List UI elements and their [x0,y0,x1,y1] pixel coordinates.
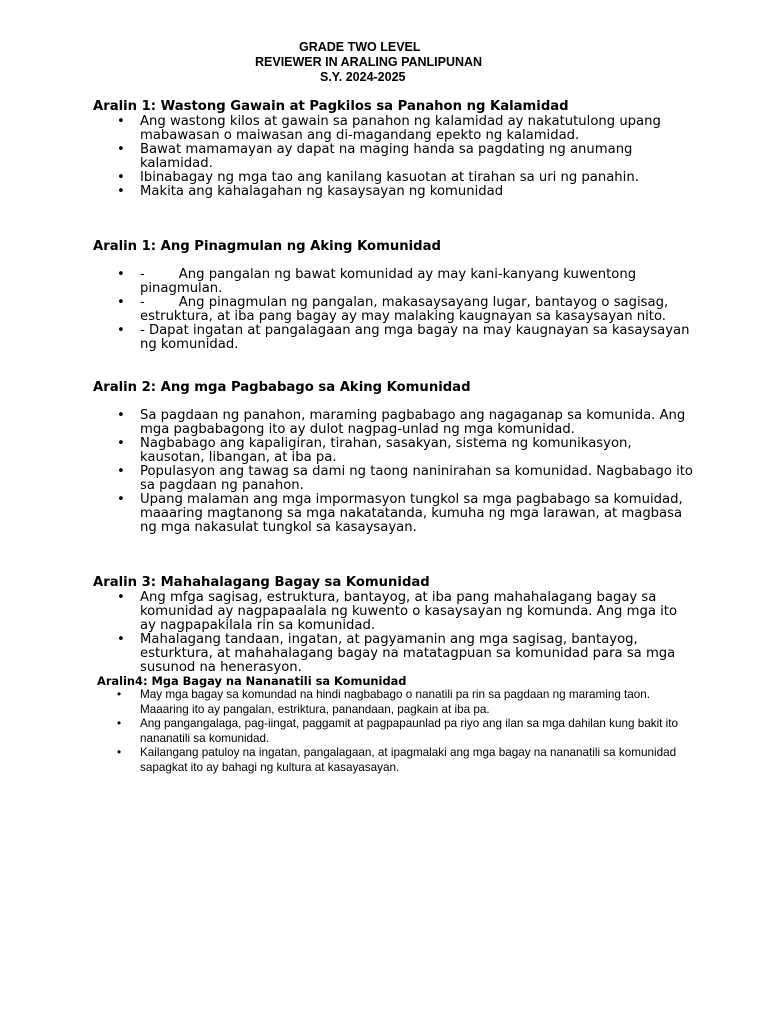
section-aralin-1-kalamidad [93,99,693,199]
bullet-icon: • [117,436,125,451]
section-title: Aralin 2: Ang mga Pagbabago sa Aking Komunidad [93,380,471,395]
bullet-list [93,409,693,535]
bullet-icon: • [117,408,125,423]
section-aralin-3-mahalagang-bagay [93,575,693,675]
bullet-icon: • [117,267,125,282]
bullet-list [93,115,693,199]
list-item: • - Dapat ingatan at pangalagaan ang mga bagay na may kaugnayan sa kasaysayan ng komunidad. [117,323,690,352]
bullet-icon: • [117,688,122,701]
list-item: • Ibinabagay ng mga tao ang kanilang kasuotan at tirahan sa uri ng panahin. [117,170,639,185]
dash-marker: - [140,267,145,282]
list-item: • Mahalagang tandaan, ingatan, at pagyamanin ang mga sagisag, bantayog, esturktura, at mahahalagang bagay na matatagpuan sa komunidad para sa mga susunod na henerasyon. [117,632,676,675]
bullet-icon: • [117,464,125,479]
section-title: Aralin 1: Wastong Gawain at Pagkilos sa Panahon ng Kalamidad [93,99,569,114]
dash-marker: - [140,295,145,310]
list-item: • May mga bagay sa komundad na hindi nagbabago o nanatili pa rin sa pagdaan ng maraming taon. Maaaring ito ay pangalan, estriktura, panandaan, pagkain at iba pa. [117,688,651,716]
section-aralin-1-pinagmulan [93,239,693,352]
bullet-icon: • [117,717,122,730]
bullet-icon: • [117,184,125,199]
bullet-list [93,268,693,352]
section-title: Aralin4: Mga Bagay na Nananatili sa Komunidad [97,674,407,688]
bullet-icon: • [117,746,122,759]
bullet-list [93,591,693,675]
bullet-list [97,688,697,775]
list-item: • Populasyon ang tawag sa dami ng taong naninirahan sa komunidad. Nagbabago ito sa pagdaan ng panahon. [117,464,694,493]
list-item: • Bawat mamamayan ay dapat na maging handa sa pagdating ng anumang kalamidad. [117,142,633,171]
section-title: Aralin 3: Mahahalagang Bagay sa Komunidad [93,575,430,590]
list-item: • Ang pangangalaga, pag-iingat, paggamit at pagpapaunlad pa riyo ang ilan sa mga dahilan kung bakit ito nananatili sa komunidad. [117,717,679,745]
bullet-icon: • [117,295,125,310]
section-aralin-4-nananatili [97,675,697,775]
list-item: • Makita ang kahalagahan ng kasaysayan ng komunidad [117,184,504,199]
bullet-icon: • [117,170,125,185]
bullet-icon: • [117,142,125,157]
list-item: • Sa pagdaan ng panahon, maraming pagbabago ang nagaganap sa komunida. Ang mga pagbabagong ito ay dulot nagpag-unlad ng mga komunidad. [117,408,686,437]
bullet-icon: • [117,114,125,129]
list-item: • Ang mfga sagisag, estruktura, bantayog, at iba pang mahahalagang bagay sa komunidad ay nagpapaalala ng kuwento o kasaysayan ng komunda. Ang mga ito ay nagpapakilala rin sa komunidad. [117,590,678,633]
bullet-icon: • [117,492,125,507]
list-item: • - Ang pangalan ng bawat komunidad ay may kani-kanyang kuwentong pinagmulan. [117,267,637,296]
list-item: • - Ang pinagmulan ng pangalan, makasaysayang lugar, bantayog o sagisag, estruktura, at iba pang bagay ay may malaking kaugnayan sa kasaysayan nito. [117,295,669,324]
bullet-icon: • [117,323,125,338]
header-reviewer-title: REVIEWER IN ARALING PANLIPUNAN [255,55,483,69]
list-item: • Nagbabago ang kapaligiran, tirahan, sasakyan, sistema ng komunikasyon, kausotan, libangan, at iba pa. [117,436,632,465]
section-aralin-2-pagbabago [93,380,693,535]
header-grade-level: GRADE TWO LEVEL [299,40,421,54]
list-item: • Ang wastong kilos at gawain sa panahon ng kalamidad ay nakatutulong upang mabawasan o maiwasan ang di-magandang epekto ng kalamidad. [117,114,661,143]
header-school-year: S.Y. 2024-2025 [320,70,406,84]
list-item: • Kailangang patuloy na ingatan, pangalagaan, at ipagmalaki ang mga bagay na nananatili sa komunidad sapagkat ito ay bahagi ng kultura at kasayasayan. [117,746,677,774]
list-item: • Upang malaman ang mga impormasyon tungkol sa mga pagbabago sa komuidad, maaaring magtanong sa mga nakatatanda, kumuha ng mga larawan, at magbasa ng mga nakasulat tungkol sa kasaysayan. [117,492,683,535]
section-title: Aralin 1: Ang Pinagmulan ng Aking Komunidad [93,239,441,254]
bullet-icon: • [117,632,125,647]
bullet-icon: • [117,590,125,605]
